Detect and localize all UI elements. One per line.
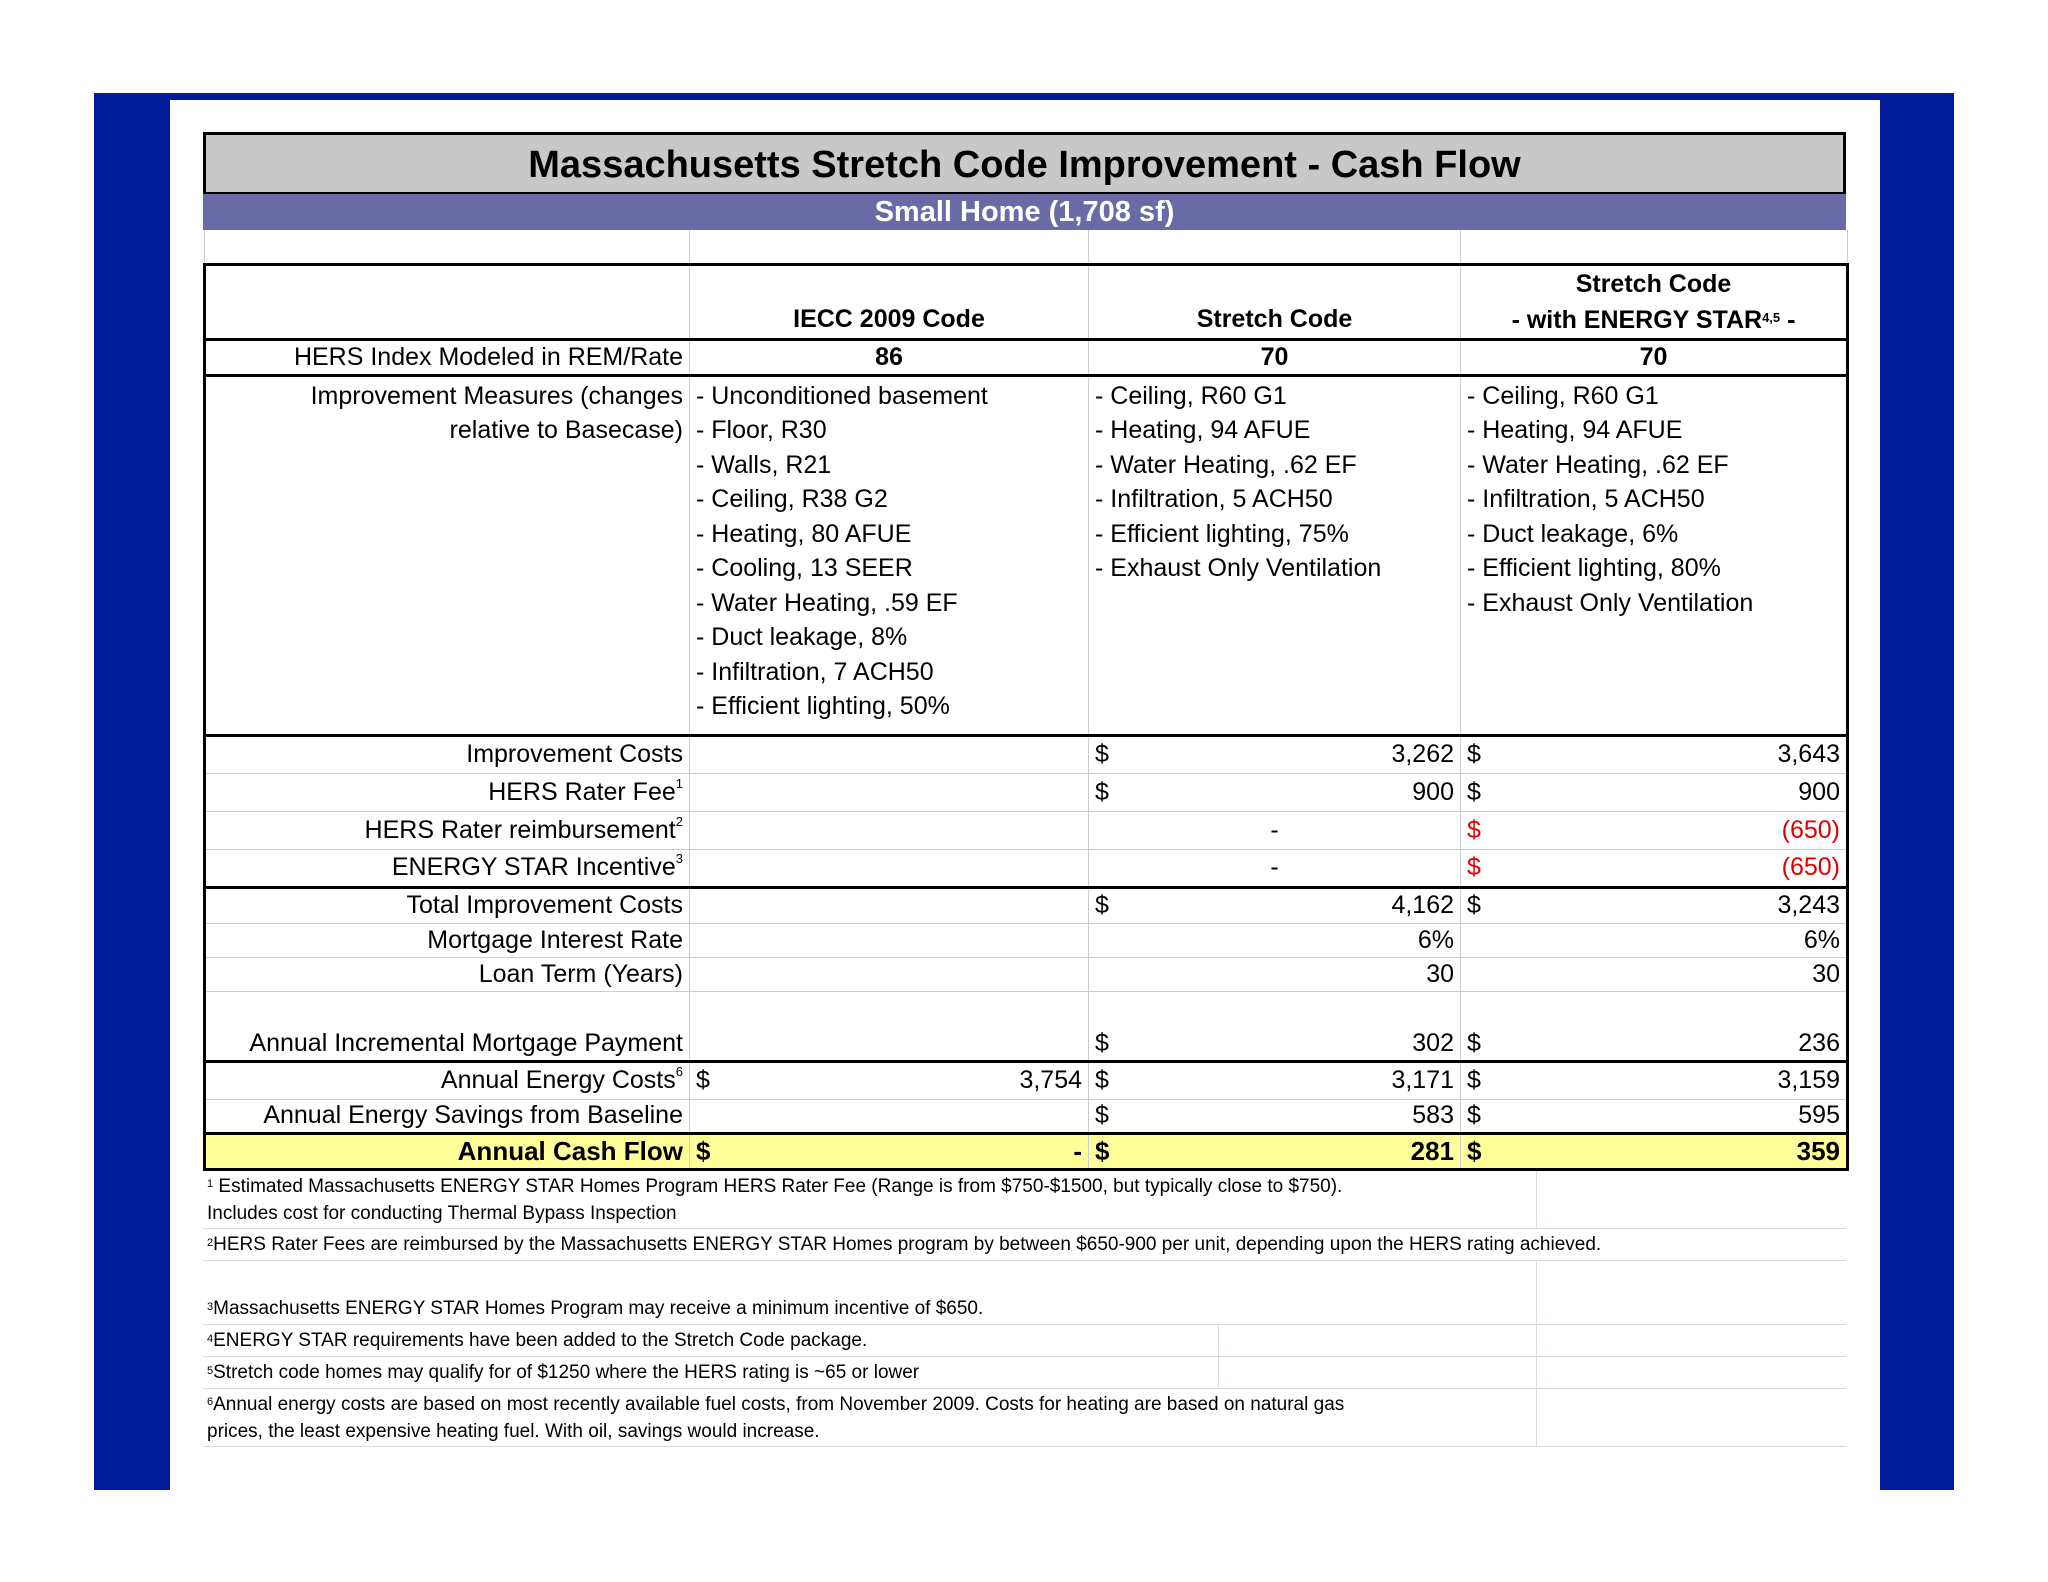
footnote-1-line1 — [207, 1173, 1842, 1200]
rater-fee-stretch — [1089, 773, 1461, 811]
footnote-1 — [203, 1171, 1846, 1229]
currency-symbol: $ — [1095, 1101, 1109, 1129]
total-improvement-costs-label: Total Improvement Costs — [205, 887, 690, 923]
measures-label-line2: relative to Basecase) — [449, 416, 683, 444]
amount: 359 — [1796, 1135, 1840, 1166]
footnote-text: Massachusetts ENERGY STAR Homes Program may receive a minimum incentive of $650. — [213, 1297, 984, 1319]
currency-symbol: $ — [1095, 1066, 1109, 1094]
mortgage-interest-label: Mortgage Interest Rate — [205, 923, 690, 957]
improvement-costs-stretch-es — [1461, 735, 1848, 773]
footnote-4 — [203, 1325, 1846, 1357]
cash-flow-sheet — [203, 132, 1846, 1447]
currency-symbol: $ — [1467, 815, 1481, 844]
currency-symbol: $ — [1467, 777, 1481, 806]
energy-costs-stretch-es — [1461, 1061, 1848, 1099]
energy-savings-stretch-es — [1461, 1099, 1848, 1133]
measure-item: - Efficient lighting, 75% — [1095, 519, 1349, 548]
improvement-costs-label: Improvement Costs — [205, 735, 690, 773]
header-line2-tail: - — [1780, 305, 1796, 334]
footnote-6-line2: prices, the least expensive heating fuel. With oil, savings would increase. — [207, 1420, 820, 1442]
energy-savings-stretch — [1089, 1099, 1461, 1133]
page-title: Massachusetts Stretch Code Improvement - Cash Flow — [203, 132, 1846, 194]
measure-item: - Exhaust Only Ventilation — [1467, 588, 1754, 617]
energy-costs-label — [205, 1061, 690, 1099]
measure-item: - Efficient lighting, 50% — [696, 692, 950, 720]
measures-stretch-es-list — [1461, 375, 1848, 735]
mortgage-interest-stretch: 6% — [1089, 923, 1461, 957]
amount: 3,754 — [1019, 1066, 1082, 1094]
cell-divider — [1218, 1357, 1219, 1388]
rater-reimbursement-label — [205, 811, 690, 849]
energy-savings-label: Annual Energy Savings from Baseline — [205, 1099, 690, 1133]
measures-iecc-list — [690, 375, 1089, 735]
footnote-text: HERS Rater Fees are reimbursed by the Massachusetts ENERGY STAR Homes program by between $650-900 per unit, depending upon the HERS rating achieved. — [213, 1233, 1602, 1255]
amount: (650) — [1781, 853, 1840, 881]
currency-symbol: $ — [1095, 1135, 1110, 1166]
measure-item: - Heating, 94 AFUE — [1467, 416, 1683, 444]
measures-stretch-list — [1089, 375, 1461, 735]
measure-item: - Duct leakage, 8% — [696, 623, 908, 651]
header-blank — [205, 264, 690, 339]
energy-savings-row — [205, 1099, 1848, 1133]
amount: (650) — [1781, 815, 1840, 844]
measure-item: - Cooling, 13 SEER — [696, 554, 913, 582]
header-footnote-ref: 4,5 — [1762, 309, 1781, 325]
measure-item: - Infiltration, 5 ACH50 — [1467, 485, 1705, 513]
currency-symbol: $ — [1095, 891, 1109, 919]
spacer-row — [205, 230, 1848, 264]
measure-item: - Efficient lighting, 80% — [1467, 554, 1721, 582]
annual-cash-flow-label: Annual Cash Flow — [205, 1133, 690, 1169]
loan-term-iecc — [690, 957, 1089, 991]
header-stretch: Stretch Code — [1089, 264, 1461, 339]
total-improvement-costs-row — [205, 887, 1848, 923]
measures-label-line1: Improvement Measures (changes — [310, 381, 683, 410]
rater-fee-stretch-es — [1461, 773, 1848, 811]
energy-savings-iecc — [690, 1099, 1089, 1133]
footnote-number: 1 — [207, 1177, 214, 1190]
energy-costs-row — [205, 1061, 1848, 1099]
rater-reimbursement-label-text: HERS Rater reimbursement — [364, 815, 676, 844]
footnote-text: ENERGY STAR requirements have been added to the Stretch Code package. — [213, 1329, 868, 1351]
mortgage-payment-iecc — [690, 991, 1089, 1061]
footnote-ref: 3 — [675, 851, 683, 866]
amount: 3,171 — [1391, 1066, 1454, 1094]
footnote-5 — [203, 1357, 1846, 1389]
measure-item: - Unconditioned basement — [696, 381, 988, 410]
hers-index-iecc: 86 — [690, 339, 1089, 375]
currency-symbol: $ — [1467, 853, 1481, 881]
amount: 900 — [1798, 777, 1840, 806]
rater-reimbursement-row — [205, 811, 1848, 849]
rater-fee-label — [205, 773, 690, 811]
energy-star-incentive-iecc — [690, 849, 1089, 887]
measure-item: - Ceiling, R60 G1 — [1095, 381, 1287, 410]
annual-cash-flow-stretch — [1089, 1133, 1461, 1169]
rater-reimbursement-stretch: - — [1089, 811, 1461, 849]
measure-item: - Water Heating, .62 EF — [1467, 450, 1729, 479]
cell-divider — [1536, 1389, 1537, 1446]
footnote-text: Stretch code homes may qualify for of $1250 where the HERS rating is ~65 or lower — [213, 1361, 920, 1383]
measure-item: - Infiltration, 7 ACH50 — [696, 657, 934, 686]
rater-reimbursement-stretch-es — [1461, 811, 1848, 849]
rater-fee-label-text: HERS Rater Fee — [488, 777, 676, 806]
measure-item: - Ceiling, R38 G2 — [696, 485, 888, 513]
amount: 236 — [1798, 1028, 1840, 1057]
amount: 3,643 — [1777, 740, 1840, 768]
footnote-number: 2 — [207, 1236, 214, 1249]
mortgage-payment-stretch-es — [1461, 991, 1848, 1061]
cell-divider — [1536, 1261, 1537, 1324]
rater-fee-iecc — [690, 773, 1089, 811]
loan-term-row — [205, 957, 1848, 991]
header-stretch-energy-star-line1: Stretch Code — [1575, 269, 1732, 298]
measure-item: - Heating, 80 AFUE — [696, 519, 912, 548]
footnote-number: 6 — [207, 1395, 214, 1408]
annual-cash-flow-row — [205, 1133, 1848, 1169]
currency-symbol: $ — [1467, 1135, 1482, 1166]
currency-symbol: $ — [696, 1135, 711, 1166]
currency-symbol: $ — [1467, 740, 1481, 768]
improvement-measures-label — [205, 375, 690, 735]
footnote-6 — [203, 1389, 1846, 1447]
energy-costs-iecc — [690, 1061, 1089, 1099]
currency-symbol: $ — [1467, 1028, 1481, 1057]
rater-fee-row — [205, 773, 1848, 811]
footnote-number: 5 — [207, 1364, 214, 1377]
total-improvement-costs-stretch-es — [1461, 887, 1848, 923]
footnote-number: 4 — [207, 1332, 214, 1345]
annual-cash-flow-stretch-es — [1461, 1133, 1848, 1169]
amount: 900 — [1412, 777, 1454, 806]
mortgage-payment-label: Annual Incremental Mortgage Payment — [205, 991, 690, 1061]
amount: 302 — [1412, 1028, 1454, 1057]
amount: 4,162 — [1391, 891, 1454, 919]
energy-star-incentive-stretch-es — [1461, 849, 1848, 887]
footnotes — [203, 1171, 1846, 1447]
amount: 3,159 — [1777, 1066, 1840, 1094]
cell-divider — [1218, 1325, 1219, 1356]
amount: 3,262 — [1391, 740, 1454, 768]
mortgage-interest-row — [205, 923, 1848, 957]
header-line2-text: - with ENERGY STAR — [1511, 305, 1763, 334]
currency-symbol: $ — [1467, 1101, 1481, 1129]
hers-index-stretch-es: 70 — [1461, 339, 1848, 375]
mortgage-interest-iecc — [690, 923, 1089, 957]
improvement-costs-iecc — [690, 735, 1089, 773]
loan-term-stretch-es: 30 — [1461, 957, 1848, 991]
measure-item: - Duct leakage, 6% — [1467, 519, 1679, 548]
loan-term-stretch: 30 — [1089, 957, 1461, 991]
energy-costs-stretch — [1089, 1061, 1461, 1099]
rater-reimbursement-iecc — [690, 811, 1089, 849]
cash-flow-table — [203, 230, 1849, 1171]
currency-symbol: $ — [1095, 740, 1109, 768]
total-improvement-costs-iecc — [690, 887, 1089, 923]
amount: 583 — [1412, 1101, 1454, 1129]
measure-item: - Heating, 94 AFUE — [1095, 416, 1311, 444]
measure-item: - Water Heating, .62 EF — [1095, 450, 1357, 479]
footnote-1-line2: Includes cost for conducting Thermal Bypass Inspection — [207, 1202, 677, 1224]
measure-item: - Exhaust Only Ventilation — [1095, 554, 1382, 582]
header-iecc: IECC 2009 Code — [690, 264, 1089, 339]
currency-symbol: $ — [1467, 1066, 1481, 1094]
currency-symbol: $ — [696, 1066, 710, 1094]
cell-divider — [1536, 1171, 1537, 1228]
improvement-measures-row — [205, 375, 1848, 735]
mortgage-payment-row — [205, 991, 1848, 1061]
measure-item: - Ceiling, R60 G1 — [1467, 381, 1659, 410]
cell-divider — [1536, 1325, 1537, 1356]
total-improvement-costs-stretch — [1089, 887, 1461, 923]
measure-item: - Walls, R21 — [696, 450, 832, 479]
amount: 3,243 — [1777, 891, 1840, 919]
loan-term-label: Loan Term (Years) — [205, 957, 690, 991]
footnote-ref: 1 — [675, 775, 683, 791]
currency-symbol: $ — [1095, 777, 1109, 806]
measure-item: - Floor, R30 — [696, 416, 827, 444]
energy-star-incentive-label — [205, 849, 690, 887]
hers-index-stretch: 70 — [1089, 339, 1461, 375]
improvement-costs-stretch — [1089, 735, 1461, 773]
currency-symbol: $ — [1467, 891, 1481, 919]
annual-cash-flow-iecc — [690, 1133, 1089, 1169]
footnote-number: 3 — [207, 1300, 214, 1313]
footnote-ref: 6 — [675, 1064, 683, 1079]
energy-star-incentive-row — [205, 849, 1848, 887]
mortgage-payment-stretch — [1089, 991, 1461, 1061]
amount: 281 — [1410, 1135, 1454, 1166]
header-stretch-energy-star — [1461, 264, 1848, 339]
footnote-2 — [203, 1229, 1846, 1261]
mortgage-interest-stretch-es: 6% — [1461, 923, 1848, 957]
currency-symbol: $ — [1095, 1028, 1109, 1057]
hers-index-label: HERS Index Modeled in REM/Rate — [205, 339, 690, 375]
footnote-text: Annual energy costs are based on most recently available fuel costs, from November 2009. Costs for heating are based on natural gas — [213, 1393, 1345, 1415]
page-subtitle: Small Home (1,708 sf) — [203, 194, 1846, 230]
amount: 595 — [1798, 1101, 1840, 1129]
footnote-3 — [203, 1261, 1846, 1325]
footnote-ref: 2 — [675, 813, 683, 829]
improvement-costs-row — [205, 735, 1848, 773]
footnote-6-line1 — [207, 1391, 1842, 1418]
cell-divider — [1536, 1357, 1537, 1388]
footnote-text: Estimated Massachusetts ENERGY STAR Homes Program HERS Rater Fee (Range is from $750-$1500, but typically close to $750). — [213, 1175, 1343, 1197]
hers-index-row — [205, 339, 1848, 375]
energy-costs-label-text: Annual Energy Costs — [440, 1066, 676, 1094]
header-stretch-energy-star-line2 — [1467, 302, 1840, 338]
energy-star-incentive-label-text: ENERGY STAR Incentive — [391, 853, 676, 881]
column-header-row — [205, 264, 1848, 339]
amount: - — [1073, 1135, 1082, 1166]
energy-star-incentive-stretch: - — [1089, 849, 1461, 887]
measure-item: - Water Heating, .59 EF — [696, 588, 958, 617]
measure-item: - Infiltration, 5 ACH50 — [1095, 485, 1333, 513]
